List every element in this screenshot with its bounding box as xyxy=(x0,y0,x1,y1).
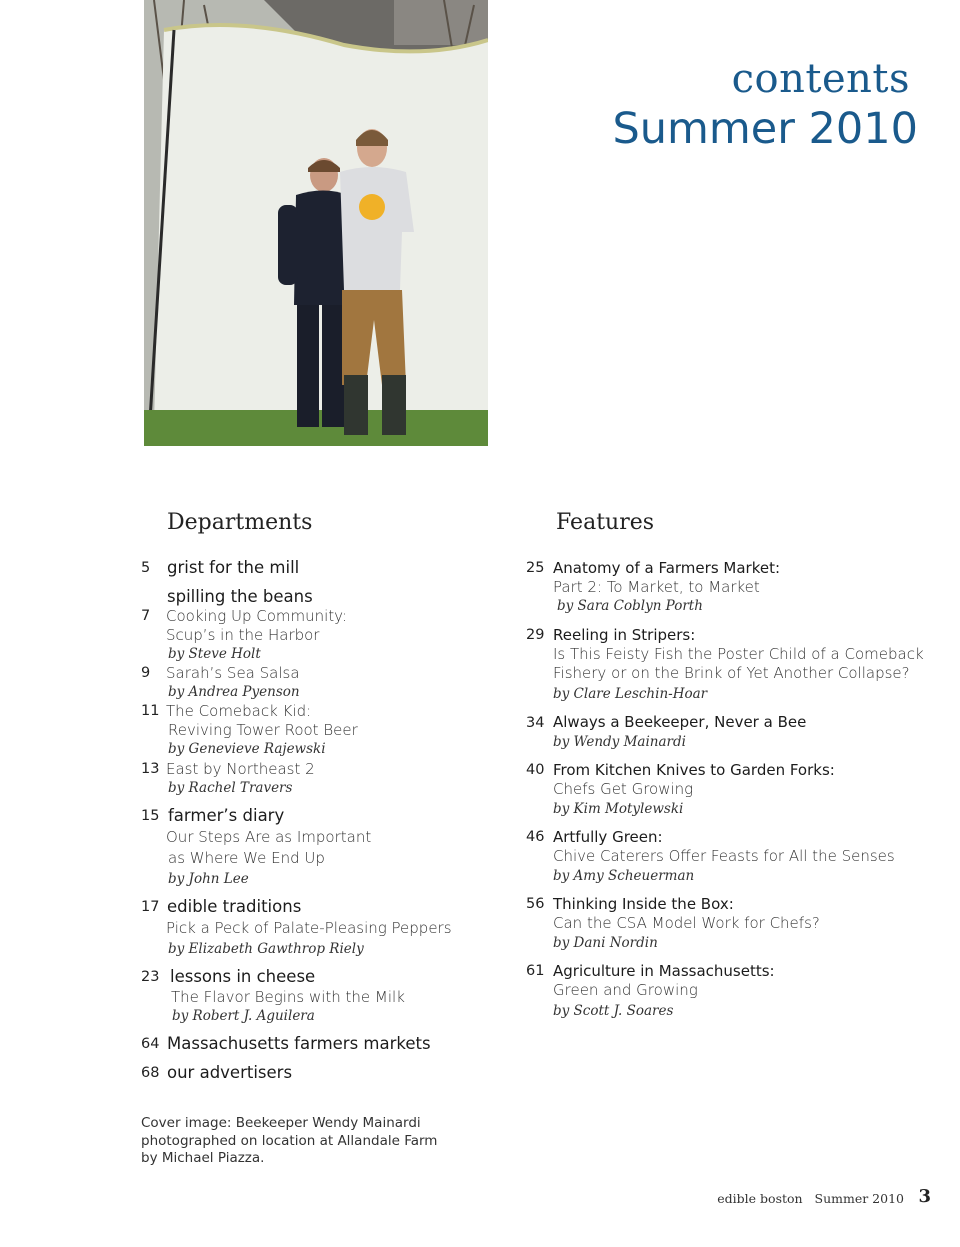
page-number: 9 xyxy=(141,665,151,681)
toc-entry-subtitle: Fishery or on the Brink of Yet Another Collapse? xyxy=(553,664,910,682)
toc-author: by Steve Holt xyxy=(168,646,261,662)
toc-section-title: lessons in cheese xyxy=(170,967,316,986)
toc-author: by Andrea Pyenson xyxy=(168,684,300,700)
toc-author: by Amy Scheuerman xyxy=(553,868,695,884)
cover-credit-line: photographed on location at Allandale Farm xyxy=(141,1132,438,1149)
toc-entry-subtitle: Chive Caterers Offer Feasts for All the Senses xyxy=(553,847,895,865)
toc-section-title: spilling the beans xyxy=(167,587,313,606)
toc-author: by Wendy Mainardi xyxy=(553,734,686,750)
toc-entry-subtitle: Is This Feisty Fish the Poster Child of a Comeback xyxy=(553,645,924,663)
toc-author: by Scott J. Soares xyxy=(553,1003,674,1019)
page-number: 23 xyxy=(141,969,160,985)
toc-entry-subtitle: Part 2: To Market, to Market xyxy=(553,578,760,596)
toc-author: by Rachel Travers xyxy=(168,780,293,796)
page-number: 5 xyxy=(141,560,151,576)
page-number: 15 xyxy=(141,808,160,824)
toc-author: by John Lee xyxy=(168,871,249,887)
toc-author: by Dani Nordin xyxy=(553,935,658,951)
departments-heading: Departments xyxy=(167,510,313,535)
toc-author: by Clare Leschin-Hoar xyxy=(553,686,708,702)
toc-entry-title: Sarah’s Sea Salsa xyxy=(166,664,300,682)
toc-entry-title: grist for the mill xyxy=(167,558,300,577)
toc-entry-title: The Flavor Begins with the Milk xyxy=(171,988,405,1006)
page-number: 25 xyxy=(526,560,545,576)
toc-entry-subtitle: as Where We End Up xyxy=(168,849,325,867)
toc-entry-subtitle: Can the CSA Model Work for Chefs? xyxy=(553,914,820,932)
toc-section-title: Massachusetts farmers markets xyxy=(167,1034,431,1053)
page-number: 34 xyxy=(526,715,545,731)
page-number: 61 xyxy=(526,963,545,979)
toc-section-title: farmer’s diary xyxy=(168,806,285,825)
toc-section-title: our advertisers xyxy=(167,1063,293,1082)
page-number: 17 xyxy=(141,899,160,915)
page-number: 7 xyxy=(141,608,151,624)
toc-entry-title: Anatomy of a Farmers Market: xyxy=(553,559,781,577)
toc-section-title: edible traditions xyxy=(167,897,302,916)
toc-entry-title: Always a Beekeeper, Never a Bee xyxy=(553,713,807,731)
page-number: 46 xyxy=(526,829,545,845)
page-number: 40 xyxy=(526,762,545,778)
toc-entry-title: Agriculture in Massachusetts: xyxy=(553,962,775,980)
page-number: 56 xyxy=(526,896,545,912)
toc-author: by Robert J. Aguilera xyxy=(172,1008,315,1024)
cover-credit-line: by Michael Piazza. xyxy=(141,1150,265,1166)
toc-author: by Genevieve Rajewski xyxy=(168,741,326,757)
page-number: 68 xyxy=(141,1065,160,1081)
toc-author: by Sara Coblyn Porth xyxy=(557,598,703,614)
toc-author: by Kim Motylewski xyxy=(553,801,684,817)
toc-entry-title: From Kitchen Knives to Garden Forks: xyxy=(553,761,835,779)
toc-entry-title: Reeling in Stripers: xyxy=(553,626,696,644)
cover-photo xyxy=(144,0,488,446)
toc-entry-title: Our Steps Are as Important xyxy=(166,828,372,846)
page-number-footer: 3 xyxy=(918,1186,931,1207)
features-heading: Features xyxy=(556,510,655,535)
page-number: 64 xyxy=(141,1036,160,1052)
cover-credit xyxy=(141,1115,441,1168)
toc-entry-title: East by Northeast 2 xyxy=(166,760,315,778)
toc-entry-title: Cooking Up Community: xyxy=(166,607,348,625)
toc-entry-subtitle: Green and Growing xyxy=(553,981,698,999)
page-number: 11 xyxy=(141,703,160,719)
toc-author: by Elizabeth Gawthrop Riely xyxy=(168,941,364,957)
toc-entry-title: The Comeback Kid: xyxy=(166,702,312,720)
toc-entry-title: Artfully Green: xyxy=(553,828,663,846)
toc-entry-subtitle: Chefs Get Growing xyxy=(553,780,694,798)
page-number: 29 xyxy=(526,627,545,643)
toc-entry-title: Thinking Inside the Box: xyxy=(553,895,734,913)
footer-publication: edible boston Summer 2010 xyxy=(717,1191,904,1206)
toc-entry-subtitle: Reviving Tower Root Beer xyxy=(168,721,358,739)
toc-entry-title: Pick a Peck of Palate-Pleasing Peppers xyxy=(166,919,452,937)
page-number: 13 xyxy=(141,761,160,777)
cover-credit-line: Cover image: Beekeeper Wendy Mainardi xyxy=(141,1115,421,1131)
issue-title: Summer 2010 xyxy=(612,104,918,154)
contents-title: contents xyxy=(731,56,910,102)
toc-entry-subtitle: Scup’s in the Harbor xyxy=(166,626,320,644)
